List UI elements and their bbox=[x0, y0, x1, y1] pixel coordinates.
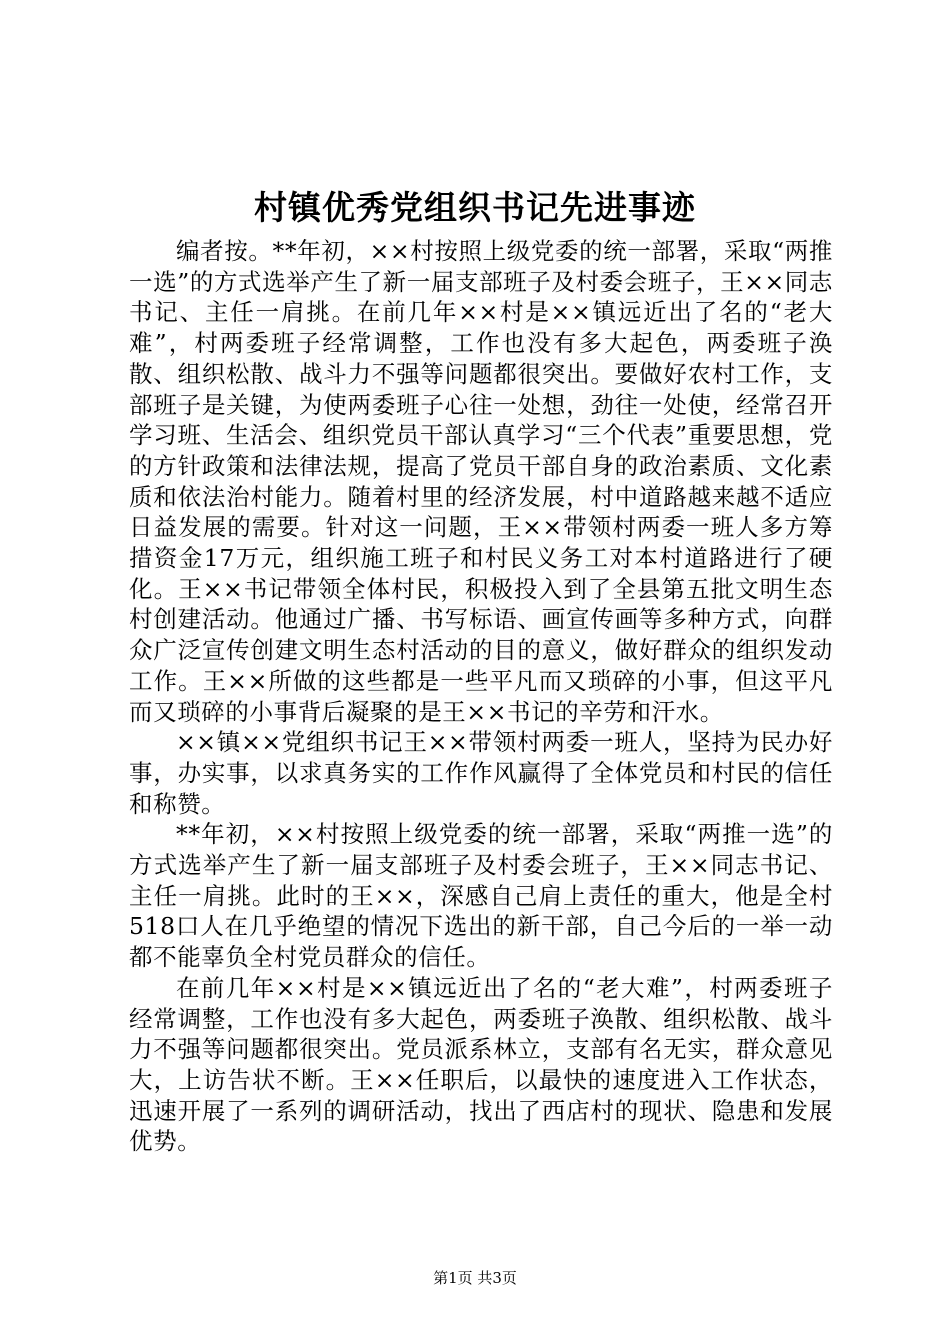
page-footer: 第1页 共3页 bbox=[433, 1269, 517, 1287]
paragraph-background: 在前几年××村是××镇远近出了名的“老大难”，村两委班子经常调整，工作也没有多大起色，两委班子涣散、组织松散、战斗力不强等问题都很突出。党员派系林立，支部有名无实，群众意见大，上访告状不断。王××任职后，以最快的速度进入工作状态，迅速开展了一系列的调研活动，找出了西店村的现状、隐患和发展优势。 bbox=[129, 973, 833, 1156]
paragraph-summary: ××镇××党组织书记王××带领村两委一班人，坚持为民办好事，办实事，以求真务实的工作作风赢得了全体党员和村民的信任和称赞。 bbox=[129, 728, 833, 818]
document-body bbox=[129, 236, 833, 1157]
document-title: 村镇优秀党组织书记先进事迹 bbox=[254, 188, 696, 227]
paragraph-editor-note: 编者按。**年初，××村按照上级党委的统一部署，采取“两推一选”的方式选举产生了新一届支部班子及村委会班子，王××同志书记、主任一肩挑。在前几年××村是××镇远近出了名的“老大难”，村两委班子经常调整，工作也没有多大起色，两委班子涣散、组织松散、战斗力不强等问题都很突出。要做好农村工作，支部班子是关键，为使两委班子心往一处想，劲往一处使，经常召开学习班、生活会、组织党员干部认真学习“三个代表”重要思想，党的方针政策和法律法规，提高了党员干部自身的政治素质、文化素质和依法治村能力。随着村里的经济发展，村中道路越来越不适应日益发展的需要。针对这一问题，王××带领村两委一班人多方筹措资金17万元，组织施工班子和村民义务工对本村道路进行了硬化。王××书记带领全体村民，积极投入到了全县第五批文明生态村创建活动。他通过广播、书写标语、画宣传画等多种方式，向群众广泛宣传创建文明生态村活动的目的意义，做好群众的组织发动工作。王××所做的这些都是一些平凡而又琐碎的小事，但这平凡而又琐碎的小事背后凝聚的是王××书记的辛劳和汗水。 bbox=[129, 237, 833, 726]
paragraph-election: **年初，××村按照上级党委的统一部署，采取“两推一选”的方式选举产生了新一届支部班子及村委会班子，王××同志书记、主任一肩挑。此时的王××，深感自己肩上责任的重大，他是全村518口人在几乎绝望的情况下选出的新干部，自己今后的一举一动都不能辜负全村党员群众的信任。 bbox=[129, 820, 833, 972]
